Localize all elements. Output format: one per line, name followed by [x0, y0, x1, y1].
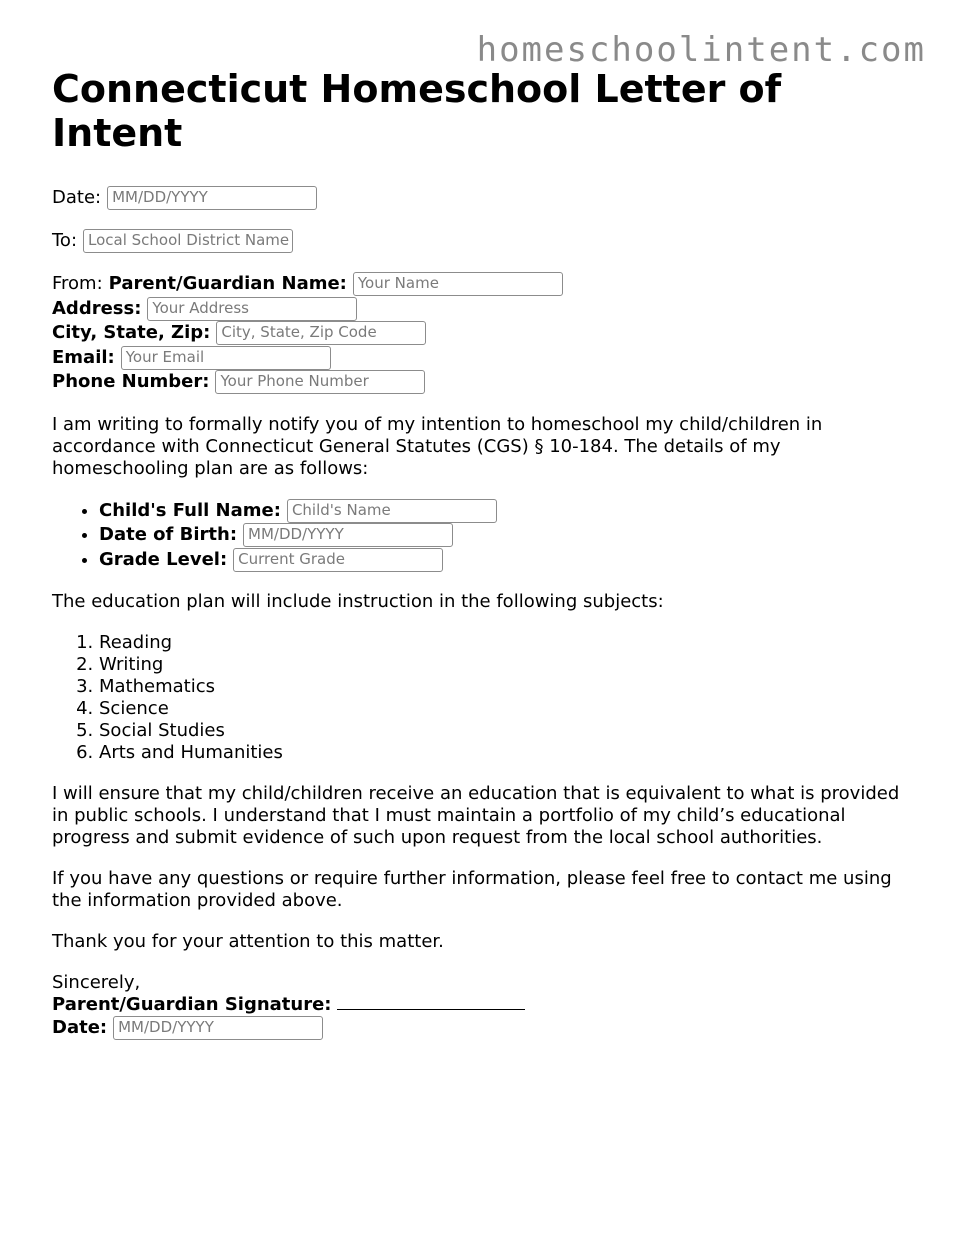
closing-date-label: Date: [52, 1017, 108, 1038]
phone-label: Phone Number: [52, 371, 210, 393]
grade-field[interactable]: Current Grade [233, 548, 443, 572]
intro-paragraph: I am writing to formally notify you of my intention to homeschool my child/children in accordance with Connecticut General Statutes (CGS) § 10-184. The details of my homeschooling plan are as follows: [52, 413, 823, 479]
subject-item: 2. Writing [99, 654, 902, 676]
city-state-zip-row [52, 321, 902, 346]
contact-paragraph: If you have any questions or require further information, please feel free to contact me using the information provided above. [52, 868, 892, 911]
date-label: Date: [52, 187, 102, 208]
date-field[interactable]: MM/DD/YYYY [107, 186, 317, 210]
email-field[interactable]: Your Email [121, 346, 331, 370]
signature-line[interactable] [337, 995, 525, 1010]
dob-label: • Date of Birth: [99, 524, 238, 545]
child-name-label: • Child's Full Name: [99, 499, 281, 521]
email-row [52, 346, 902, 371]
city-state-zip-label: City, State, Zip: [52, 322, 211, 344]
subject-item: 3. Mathematics [99, 676, 902, 698]
subject-item: 1. Reading [99, 632, 902, 654]
from-label: From: [52, 273, 103, 295]
child-name-field[interactable]: Child's Name [287, 499, 497, 523]
subject-item: 4. Science [99, 698, 902, 720]
to-label: To: [52, 230, 78, 251]
sincerely-text: Sincerely, [52, 972, 141, 993]
address-field[interactable]: Your Address [147, 297, 357, 321]
parent-name-label: Parent/Guardian Name: [108, 273, 347, 295]
child-info-list [52, 499, 902, 573]
closing-date-row [52, 1016, 902, 1040]
subject-item: 5. Social Studies [99, 720, 902, 742]
grade-label: • Grade Level: [99, 548, 228, 570]
parent-name-row [52, 272, 902, 297]
email-label: Email: [52, 346, 115, 368]
subjects-list [52, 632, 902, 764]
watermark: homeschoolintent.com [476, 30, 926, 70]
city-state-zip-field[interactable]: City, State, Zip Code [216, 321, 426, 345]
education-commitment-paragraph: I will ensure that my child/children receive an education that is equivalent to what is provided in public schools. I understand that I must maintain a portfolio of my child’s educational progress and submit evidence of such upon request from the local school authorities. [52, 783, 900, 848]
closing-date-field[interactable]: MM/DD/YYYY [113, 1016, 323, 1040]
parent-name-field[interactable]: Your Name [353, 272, 563, 296]
closing-block [52, 972, 902, 1040]
school-district-field[interactable]: Local School District Name [83, 229, 293, 253]
address-label: Address: [52, 297, 142, 319]
to-row [52, 229, 902, 253]
phone-row [52, 370, 902, 395]
list-item [99, 523, 902, 548]
subject-item: 6. Arts and Humanities [99, 742, 902, 764]
from-block [52, 272, 902, 395]
list-item [99, 548, 902, 573]
signature-row [52, 994, 902, 1016]
subjects-intro: The education plan will include instruction in the following subjects: [52, 591, 664, 612]
thanks-paragraph: Thank you for your attention to this matter. [52, 931, 444, 952]
phone-field[interactable]: Your Phone Number [215, 370, 425, 394]
letter-document [52, 64, 902, 1040]
list-item [99, 499, 902, 524]
page-title: Connecticut Homeschool Letter of Intent [52, 67, 782, 155]
dob-field[interactable]: MM/DD/YYYY [243, 523, 453, 547]
date-row [52, 186, 902, 210]
signature-label: Parent/Guardian Signature: [52, 994, 332, 1015]
address-row [52, 297, 902, 322]
